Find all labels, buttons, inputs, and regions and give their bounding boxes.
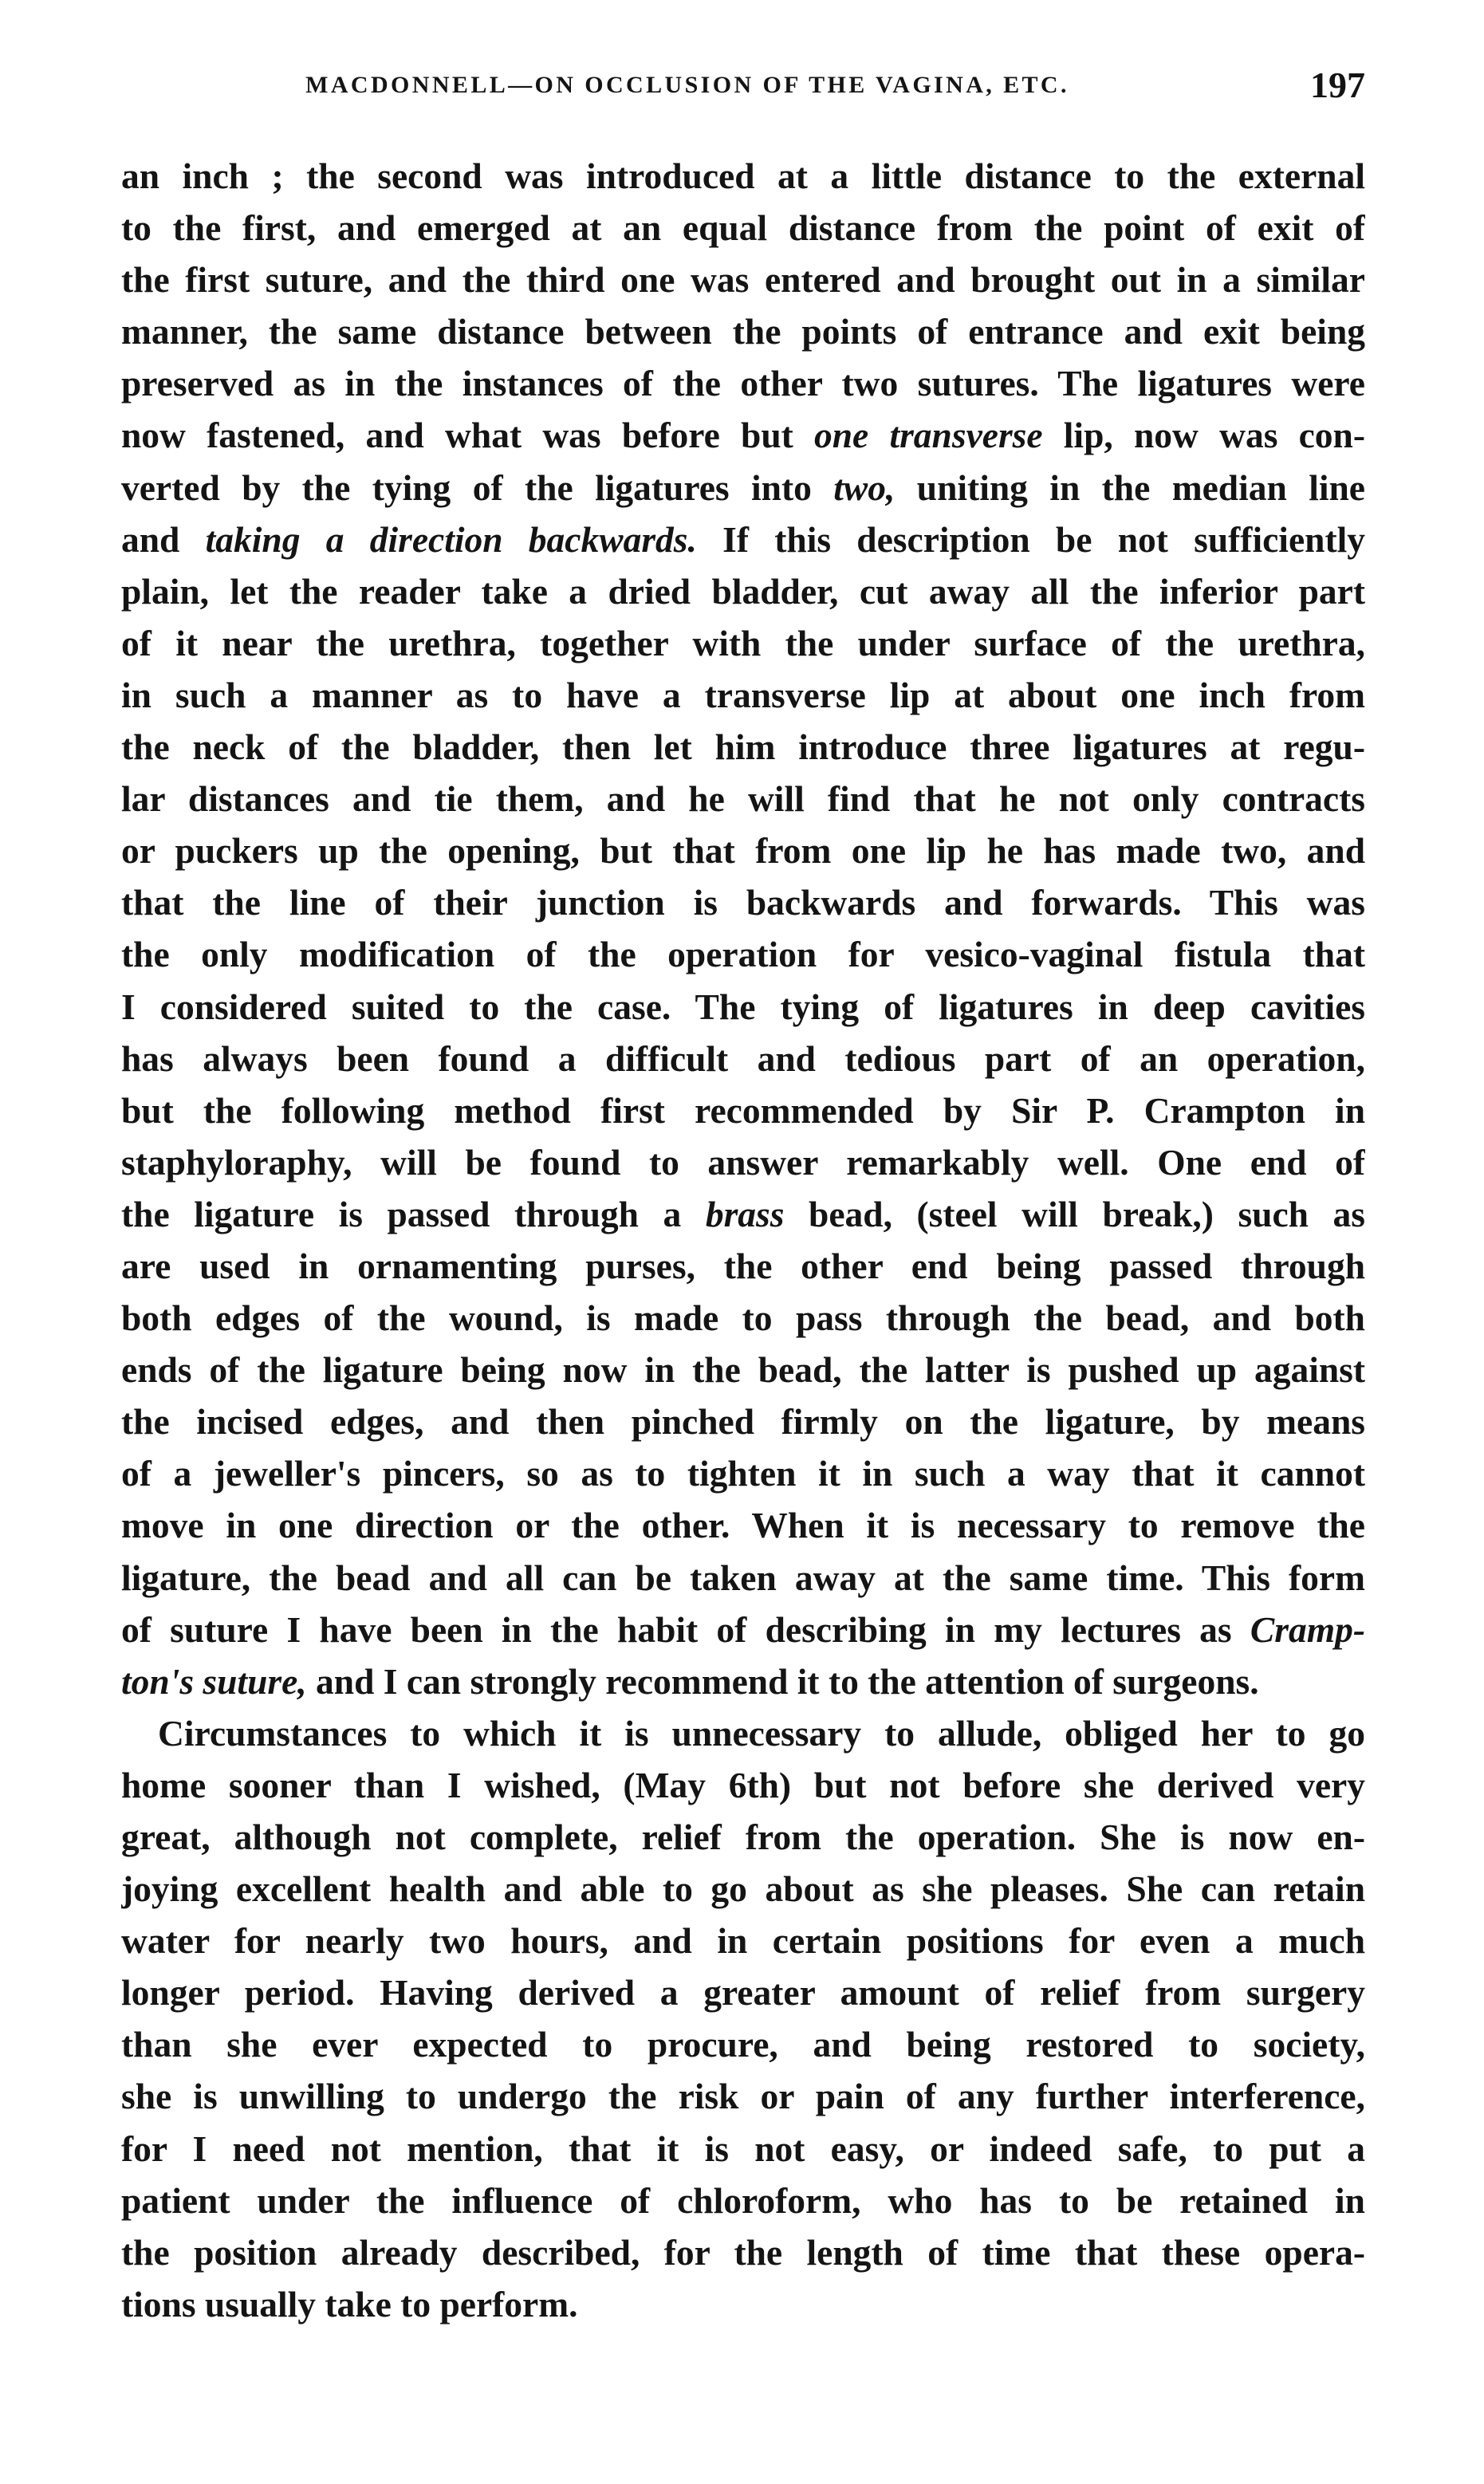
text-segment: has always been found a difficult and tedious part of an operation, (121, 1037, 1365, 1079)
text-line (121, 1915, 1365, 1966)
text-line (121, 1085, 1365, 1136)
text-line (121, 721, 1365, 773)
text-segment: I considered suited to the case. The tying of ligatures in deep cavities (121, 986, 1365, 1027)
text-line (121, 617, 1365, 669)
text-line (121, 409, 1365, 461)
text-line (121, 357, 1365, 409)
text-segment: If this description be not sufficiently (696, 518, 1365, 560)
italic-text: Cramp- (1250, 1608, 1365, 1650)
text-segment: the position already described, for the length of time that these opera- (121, 2231, 1365, 2273)
text-line (121, 1759, 1365, 1811)
italic-text: brass (705, 1193, 785, 1234)
paragraph (121, 1707, 1365, 2330)
text-segment: joying excellent health and able to go about as she pleases. She can retain (121, 1868, 1365, 1910)
text-segment: that the line of their junction is backwards and forwards. This was (121, 882, 1365, 923)
text-line (121, 1188, 1365, 1240)
text-segment: water for nearly two hours, and in certain positions for even a much (121, 1920, 1365, 1962)
text-line (121, 2070, 1365, 2122)
italic-text: one transverse (814, 415, 1043, 456)
text-line (121, 773, 1365, 825)
text-segment: of suture I have been in the habit of describing in my lectures as (121, 1608, 1250, 1650)
text-segment: uniting in the median line (895, 466, 1365, 508)
text-segment: lip, now was con- (1042, 415, 1365, 456)
text-segment: staphyloraphy, will be found to answer remarkably well. One end of (121, 1141, 1365, 1183)
paragraph (121, 150, 1365, 1707)
text-line (121, 981, 1365, 1033)
text-segment: plain, let the reader take a dried bladder, cut away all the inferior part (121, 570, 1365, 612)
text-line (121, 928, 1365, 980)
italic-text: ton's suture, (121, 1660, 307, 1702)
text-segment: now fastened, and what was before but (121, 415, 814, 456)
text-segment: of it near the urethra, together with the under surface of the urethra, (121, 622, 1365, 663)
text-line (121, 305, 1365, 357)
text-segment: she is unwilling to undergo the risk or pain of any further interference, (121, 2076, 1365, 2117)
text-line (121, 876, 1365, 928)
text-segment: manner, the same distance between the points of entrance and exit being (121, 311, 1365, 352)
text-segment: of a jeweller's pincers, so as to tighten it in such a way that it cannot (121, 1453, 1365, 1494)
text-segment: the only modification of the operation for vesico-vaginal fistula that (121, 934, 1365, 975)
text-line (121, 1811, 1365, 1863)
text-line (121, 2018, 1365, 2070)
text-line (121, 1136, 1365, 1188)
text-segment: and I can strongly recommend it to the attention of surgeons. (306, 1660, 1259, 1702)
text-line (121, 825, 1365, 876)
text-segment: the first suture, and the third one was entered and brought out in a similar (121, 259, 1365, 301)
text-line (121, 254, 1365, 305)
text-line (121, 669, 1365, 721)
text-line (121, 2278, 1365, 2330)
text-line (121, 514, 1365, 565)
running-head (121, 67, 1365, 115)
text-segment: the incised edges, and then pinched firmly on the ligature, by means (121, 1401, 1365, 1443)
text-segment: the ligature is passed through a (121, 1193, 706, 1234)
page-number: 197 (1310, 65, 1365, 105)
text-segment: to the first, and emerged at an equal distance from the point of exit of (121, 207, 1365, 249)
text-segment: but the following method first recommended by Sir P. Crampton in (121, 1089, 1365, 1131)
text-segment: move in one direction or the other. When it is necessary to remove the (121, 1505, 1365, 1546)
text-line (121, 1966, 1365, 2018)
text-segment: verted by the tying of the ligatures into (121, 466, 834, 508)
text-line (121, 2226, 1365, 2278)
running-title: MACDONNELL—ON OCCLUSION OF THE VAGINA, ETC. (305, 72, 1069, 98)
text-line (121, 1499, 1365, 1551)
body-text (121, 150, 1365, 2330)
text-segment: Circumstances to which it is unnecessary to allude, obliged her to go (158, 1712, 1365, 1754)
text-segment: and (121, 518, 206, 560)
text-line (121, 462, 1365, 514)
text-line (121, 1240, 1365, 1292)
text-segment: great, although not complete, relief from the operation. She is now en- (121, 1817, 1365, 1857)
text-segment: the neck of the bladder, then let him introduce three ligatures at regu- (121, 726, 1365, 768)
text-line (121, 1292, 1365, 1344)
text-segment: are used in ornamenting purses, the other end being passed through (121, 1245, 1365, 1286)
text-segment: lar distances and tie them, and he will find that he not only contracts (121, 778, 1365, 820)
text-line (121, 202, 1365, 254)
text-segment: ligature, the bead and all can be taken away at the same time. This form (121, 1557, 1365, 1598)
text-line (121, 1552, 1365, 1604)
text-segment: bead, (steel will break,) such as (784, 1193, 1365, 1234)
text-segment: than she ever expected to procure, and being restored to society, (121, 2024, 1365, 2065)
text-segment: ends of the ligature being now in the bead, the latter is pushed up against (121, 1349, 1365, 1391)
text-line (121, 1707, 1365, 1759)
text-line (121, 1655, 1365, 1707)
italic-text: taking a direction backwards. (205, 518, 697, 560)
text-segment: longer period. Having derived a greater amount of relief from surgery (121, 1972, 1365, 2014)
text-segment: for I need not mention, that it is not easy, or indeed safe, to put a (121, 2128, 1365, 2169)
text-line (121, 1863, 1365, 1915)
text-line (121, 1604, 1365, 1655)
italic-text: two, (833, 466, 896, 508)
text-segment: home sooner than I wished, (May 6th) but not before she derived very (121, 1764, 1365, 1805)
text-line (121, 1396, 1365, 1447)
text-line (121, 1344, 1365, 1396)
text-line (121, 2123, 1365, 2175)
text-line (121, 565, 1365, 617)
text-line (121, 150, 1365, 202)
text-segment: or puckers up the opening, but that from one lip he has made two, and (121, 830, 1365, 872)
text-line (121, 2175, 1365, 2226)
text-segment: preserved as in the instances of the other two sutures. The ligatures were (121, 363, 1365, 404)
text-segment: in such a manner as to have a transverse lip at about one inch from (121, 674, 1365, 715)
text-segment: both edges of the wound, is made to pass through the bead, and both (121, 1297, 1365, 1339)
text-segment: an inch ; the second was introduced at a little distance to the external (121, 155, 1365, 196)
text-segment: patient under the influence of chloroform, who has to be retained in (121, 2179, 1365, 2221)
text-segment: tions usually take to perform. (121, 2283, 578, 2325)
text-line (121, 1447, 1365, 1499)
text-line (121, 1033, 1365, 1085)
